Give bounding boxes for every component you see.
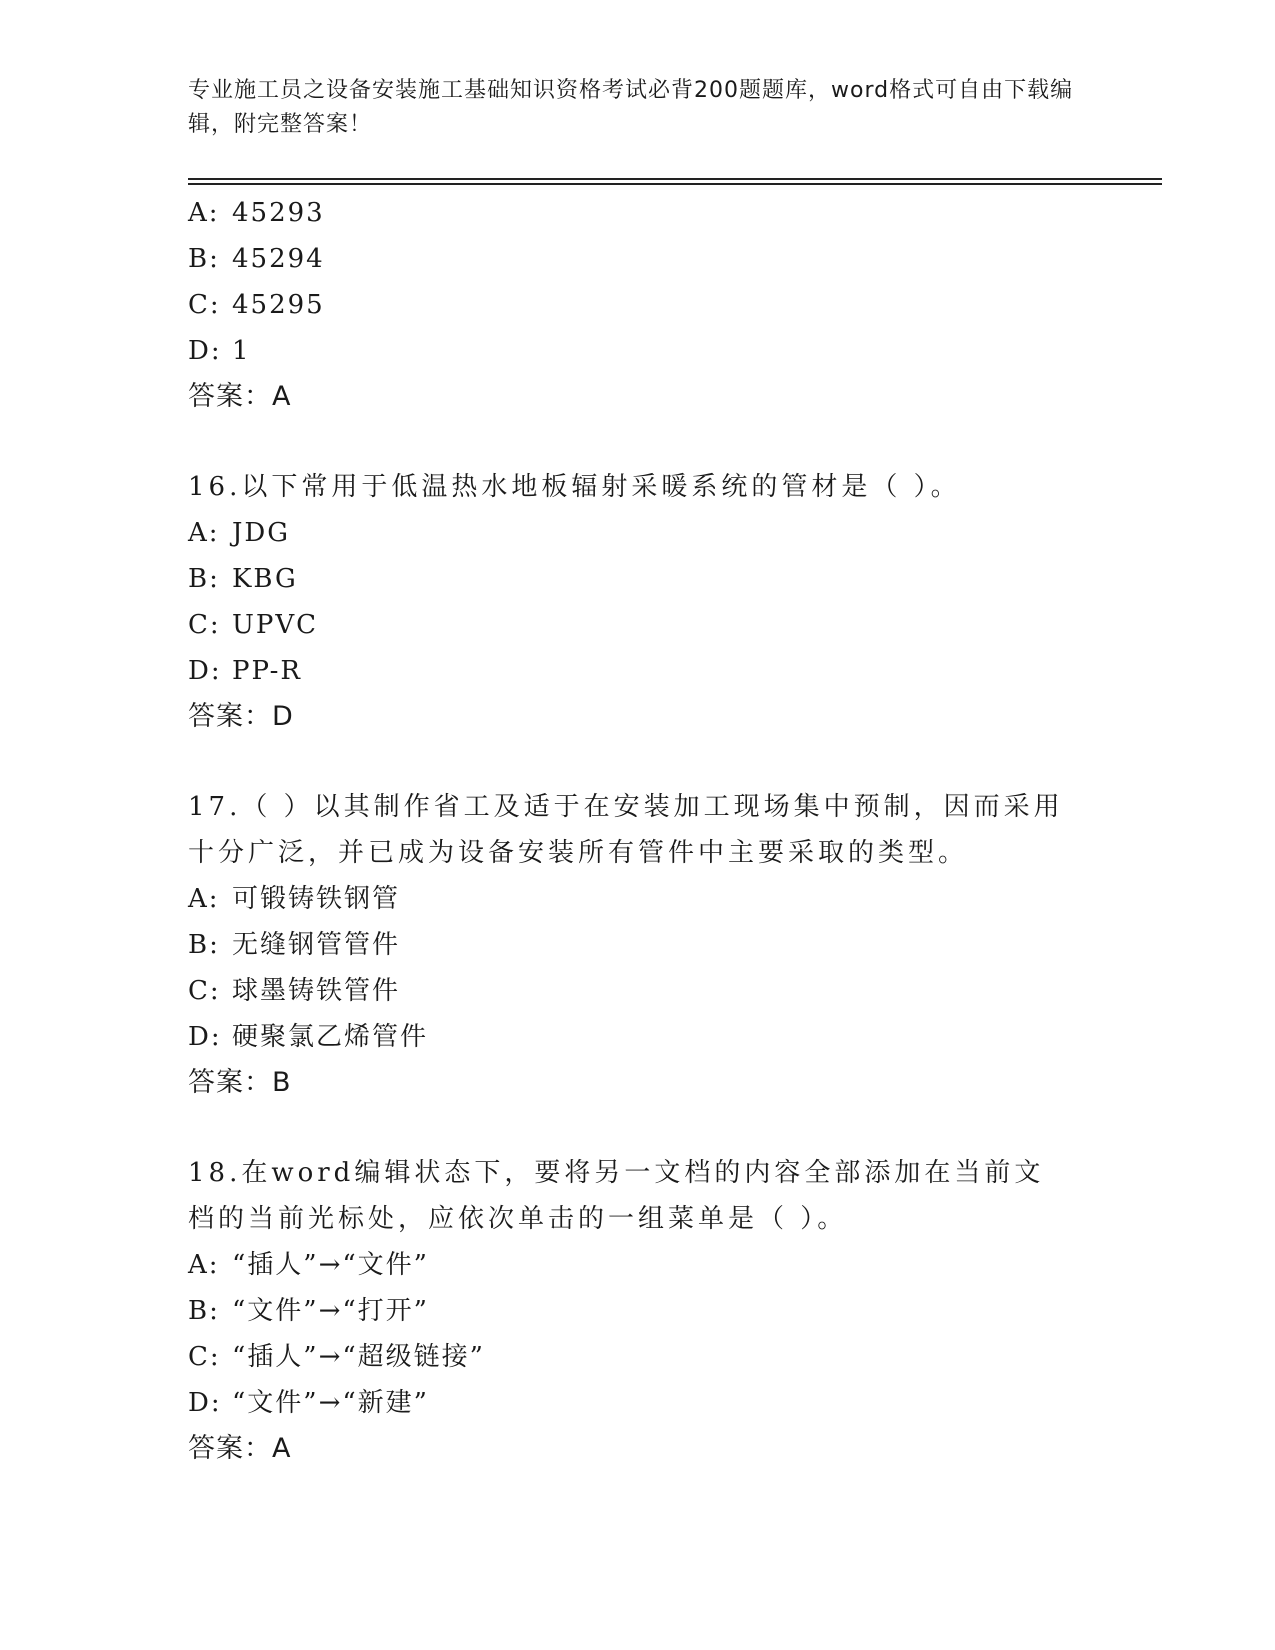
option-b: B: 45294 (188, 244, 325, 274)
option-a: A: 可锻铸铁钢管 (188, 884, 401, 914)
option-c: C: UPVC (188, 610, 319, 640)
option-b: B: KBG (188, 564, 298, 594)
option-c: C: 45295 (188, 290, 325, 320)
option-c: C: “插人”→“超级链接” (188, 1342, 485, 1372)
option-d: D: 硬聚氯乙烯管件 (188, 1022, 429, 1052)
option-a: A: 45293 (188, 198, 325, 228)
option-a: A: “插人”→“文件” (188, 1250, 429, 1280)
question-text: 17.（ ）以其制作省工及适于在安装加工现场集中预制，因而采用十分广泛，并已成为设备安装所有管件中主要采取的类型。 (188, 792, 1064, 868)
answer-line: 答案：A (188, 381, 292, 412)
option-d: D: “文件”→“新建” (188, 1388, 429, 1418)
header-rule-top (188, 178, 1162, 180)
document-header: 专业施工员之设备安装施工基础知识资格考试必背200题题库，word格式可自由下载编辑，附完整答案！ (188, 78, 1074, 137)
option-d: D: 1 (188, 336, 251, 366)
question-block (188, 784, 1088, 1106)
answer-line: 答案：A (188, 1433, 292, 1464)
option-d: D: PP-R (188, 656, 302, 686)
question-list (188, 190, 1088, 1472)
answer-line: 答案：B (188, 1067, 292, 1098)
question-text: 18.在word编辑状态下，要将另一文档的内容全部添加在当前文档的当前光标处，应依次单击的一组菜单是（ ）。 (188, 1158, 1045, 1234)
option-a: A: JDG (188, 518, 291, 548)
question-block (188, 190, 1088, 420)
answer-line: 答案：D (188, 701, 294, 732)
option-b: B: “文件”→“打开” (188, 1296, 429, 1326)
option-c: C: 球墨铸铁管件 (188, 976, 401, 1006)
option-b: B: 无缝钢管管件 (188, 930, 401, 960)
header-rule-bottom (188, 183, 1162, 185)
question-block (188, 1150, 1088, 1472)
question-block (188, 464, 1088, 740)
question-text: 16.以下常用于低温热水地板辐射采暖系统的管材是（ ）。 (188, 472, 961, 502)
